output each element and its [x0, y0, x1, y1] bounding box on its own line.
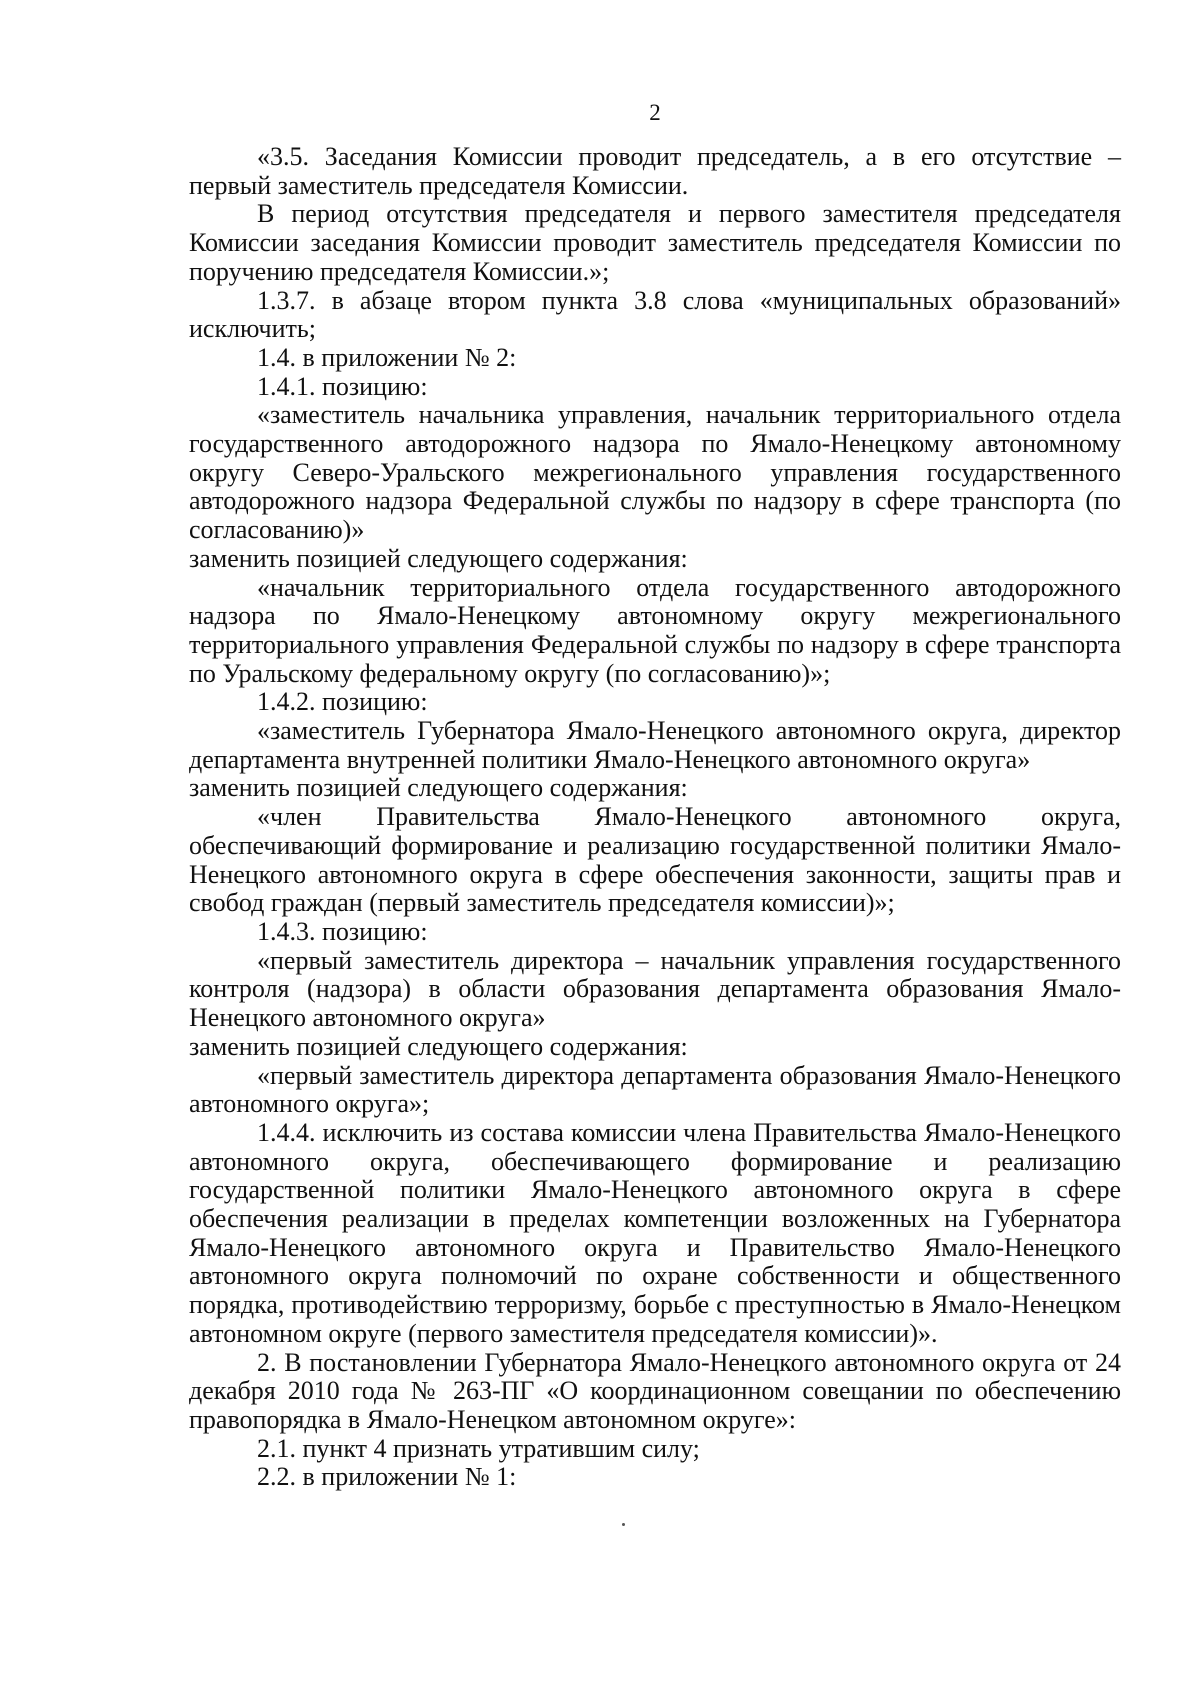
replace-line-2: заменить позицией следующего содержания: [189, 773, 688, 803]
position-new-1: «начальник территориального отдела государственного автодорожного надзора по Ямало-Ненецкому автономному округу межрегионального территориального управления Федеральной службы по надзору в сфере транспорта по Уральскому федеральному округу (по согласованию)»; [189, 572, 1121, 688]
position-new-3: «первый заместитель директора департамента образования Ямало-Ненецкого автономного округа»; [189, 1060, 1121, 1119]
paragraph-absence: В период отсутствия председателя и первого заместителя председателя Комиссии заседания Комиссии проводит заместитель председателя Комиссии по поручению председателя Комиссии.»; [189, 199, 1121, 286]
paragraph-1-4-2: 1.4.2. позицию: [257, 687, 428, 717]
page-number: 2 [649, 100, 661, 125]
paragraph-1-3-7: 1.3.7. в абзаце втором пункта 3.8 слова «муниципальных образований» исключить; [189, 285, 1121, 344]
paragraph-2: 2. В постановлении Губернатора Ямало-Ненецкого автономного округа от 24 декабря 2010 года № 263-ПГ «О координационном совещании по обеспечению правопорядка в Ямало-Ненецком автономном округе»: [189, 1347, 1121, 1434]
replace-line-3: заменить позицией следующего содержания: [189, 1031, 688, 1061]
paragraph-2-2: 2.2. в приложении № 1: [257, 1462, 517, 1492]
paragraph-1-4: 1.4. в приложении № 2: [257, 342, 517, 372]
paragraph-3-5: «3.5. Заседания Комиссии проводит председатель, а в его отсутствие – первый заместитель председателя Комиссии. [189, 142, 1121, 200]
paragraph-1-4-3: 1.4.3. позицию: [257, 916, 428, 946]
position-old-1: «заместитель начальника управления, начальник территориального отдела государственного автодорожного надзора по Ямало-Ненецкому автономному округу Северо-Уральского межрегионального управления государственного автодорожного надзора Федеральной службы по надзору в сфере транспорта (по согласованию)» [189, 400, 1121, 545]
paragraph-2-1: 2.1. пункт 4 признать утратившим силу; [257, 1433, 700, 1463]
replace-line-1: заменить позицией следующего содержания: [189, 543, 688, 573]
position-new-2: «член Правительства Ямало-Ненецкого автономного округа, обеспечивающий формирование и реализацию государственной политики Ямало-Ненецкого автономного округа в сфере обеспечения законности, защиты прав и свобод граждан (первый заместитель председателя комиссии)»; [189, 802, 1121, 918]
position-old-3: «первый заместитель директора – начальник управления государственного контроля (надзора) в области образования департамента образования Ямало-Ненецкого автономного округа» [189, 945, 1121, 1033]
document-body [189, 143, 1121, 1492]
position-old-2: «заместитель Губернатора Ямало-Ненецкого автономного округа, директор департамента внутренней политики Ямало-Ненецкого автономного округа» [189, 716, 1121, 774]
paragraph-1-4-4: 1.4.4. исключить из состава комиссии члена Правительства Ямало-Ненецкого автономного округа, обеспечивающего формирование и реализацию государственной политики Ямало-Ненецкого автономного округа в сфере обеспечения реализации в пределах компетенции возложенных на Губернатора Ямало-Ненецкого автономного округа и Правительство Ямало-Ненецкого автономного округа полномочий по охране собственности и общественного порядка, противодействию терроризму, борьбе с преступностью в Ямало-Ненецком автономном округе (первого заместителя председателя комиссии)». [189, 1117, 1121, 1348]
paragraph-1-4-1: 1.4.1. позицию: [257, 371, 428, 401]
scan-speck [622, 1523, 625, 1526]
